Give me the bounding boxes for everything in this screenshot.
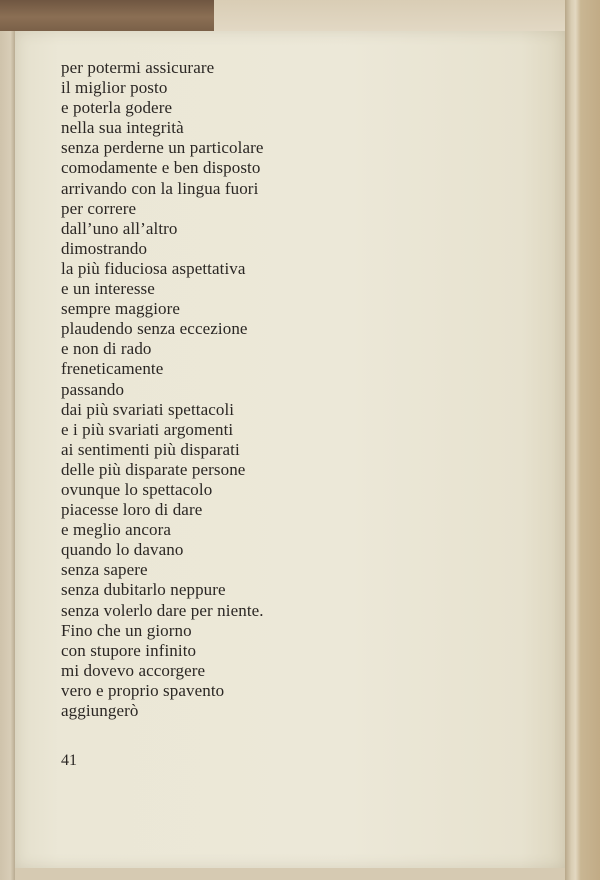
poem-line: delle più disparate persone xyxy=(61,459,246,479)
poem-line: comodamente e ben disposto xyxy=(61,158,261,178)
poem-line: mi dovevo accorgere xyxy=(61,660,206,680)
poem-line: nella sua integrità xyxy=(61,118,184,138)
poem-line: aggiungerò xyxy=(61,701,139,720)
poem-line: e i più svariati argomenti xyxy=(61,419,234,439)
poem-text xyxy=(61,58,264,721)
book-bottom-edge xyxy=(15,868,565,880)
poem-line: dai più svariati spettacoli xyxy=(61,399,235,419)
poem-line: senza volerlo dare per niente. xyxy=(61,600,264,620)
book-page xyxy=(15,31,565,868)
poem-line: e un interesse xyxy=(61,279,155,299)
poem-line: e meglio ancora xyxy=(61,520,172,540)
poem-line: arrivando con la lingua fuori xyxy=(61,178,259,198)
poem-line: ai sentimenti più disparati xyxy=(61,439,240,459)
poem-line: per correre xyxy=(61,198,137,218)
poem-line: vero e proprio spavento xyxy=(61,680,225,700)
poem-line: dimostrando xyxy=(61,238,148,258)
poem-line: freneticamente xyxy=(61,359,164,379)
poem-line: la più fiduciosa aspettativa xyxy=(61,258,246,278)
poem-line: plaudendo senza eccezione xyxy=(61,319,248,339)
book-spine-edge xyxy=(0,0,214,31)
poem-line: quando lo davano xyxy=(61,540,184,560)
poem-line: e poterla godere xyxy=(61,98,173,118)
book-left-edge xyxy=(0,31,15,880)
poem-line: passando xyxy=(61,379,125,399)
poem-line: il miglior posto xyxy=(61,78,168,98)
poem-line: Fino che un giorno xyxy=(61,620,192,640)
poem-line: senza dubitarlo neppure xyxy=(61,580,226,600)
poem-line: e non di rado xyxy=(61,339,152,359)
poem-line: con stupore infinito xyxy=(61,640,197,660)
poem-line: senza perderne un particolare xyxy=(61,138,264,158)
book-top-edge xyxy=(214,0,600,31)
page-number: 41 xyxy=(61,752,77,769)
poem-line: ovunque lo spettacolo xyxy=(61,479,213,499)
poem-line: dall’uno all’altro xyxy=(61,218,178,238)
book-cover-edge xyxy=(565,0,600,880)
poem-line: senza sapere xyxy=(61,560,148,580)
poem-line: per potermi assicurare xyxy=(61,58,215,77)
poem-line: piacesse loro di dare xyxy=(61,500,203,520)
poem-line: sempre maggiore xyxy=(61,299,181,319)
